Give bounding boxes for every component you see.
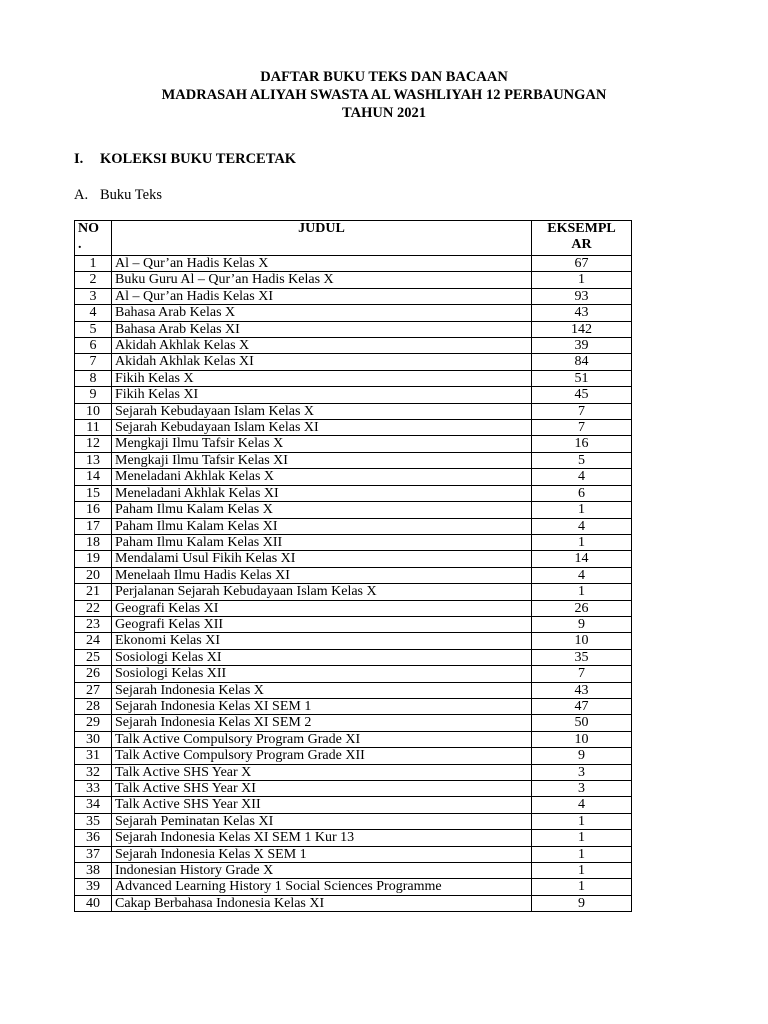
row-title: Talk Active Compulsory Program Grade XI [112,731,532,747]
row-title: Menelaah Ilmu Hadis Kelas XI [112,567,532,583]
table-row [75,567,632,583]
row-number: 13 [75,452,112,468]
row-number: 28 [75,698,112,714]
table-row [75,846,632,862]
row-number: 17 [75,518,112,534]
row-title: Sejarah Indonesia Kelas XI SEM 1 Kur 13 [112,830,532,846]
row-count: 43 [532,305,632,321]
row-title: Sejarah Indonesia Kelas XI SEM 2 [112,715,532,731]
row-count: 4 [532,518,632,534]
row-count: 9 [532,748,632,764]
title-line-2: MADRASAH ALIYAH SWASTA AL WASHLIYAH 12 PERBAUNGAN [161,87,607,103]
table-row [75,698,632,714]
row-number: 29 [75,715,112,731]
row-count: 1 [532,584,632,600]
row-title: Akidah Akhlak Kelas X [112,338,532,354]
table-row [75,715,632,731]
row-title: Cakap Berbahasa Indonesia Kelas XI [112,895,532,911]
row-title: Mengkaji Ilmu Tafsir Kelas XI [112,452,532,468]
row-number: 12 [75,436,112,452]
row-number: 2 [75,272,112,288]
table-row [75,403,632,419]
row-number: 8 [75,370,112,386]
row-number: 5 [75,321,112,337]
subsection-heading [74,187,162,204]
row-count: 50 [532,715,632,731]
row-count: 1 [532,879,632,895]
row-number: 38 [75,863,112,879]
row-title: Sejarah Kebudayaan Islam Kelas X [112,403,532,419]
table-row [75,633,632,649]
header-count [532,221,632,256]
table-row [75,469,632,485]
table-row [75,272,632,288]
row-number: 3 [75,288,112,304]
row-title: Indonesian History Grade X [112,863,532,879]
row-count: 9 [532,616,632,632]
table-row [75,452,632,468]
row-count: 67 [532,256,632,272]
row-count: 7 [532,420,632,436]
table-row [75,502,632,518]
subsection-title: Buku Teks [100,187,162,203]
row-count: 4 [532,469,632,485]
row-count: 84 [532,354,632,370]
row-number: 6 [75,338,112,354]
table-header-row [75,221,632,256]
row-title: Talk Active SHS Year X [112,764,532,780]
table-row [75,797,632,813]
header-title: JUDUL [112,221,532,256]
row-count: 1 [532,813,632,829]
row-count: 1 [532,534,632,550]
table-row [75,370,632,386]
row-count: 45 [532,387,632,403]
row-title: Fikih Kelas XI [112,387,532,403]
subsection-number: A. [74,187,89,203]
book-table [74,220,632,912]
table-body [75,256,632,912]
row-count: 1 [532,830,632,846]
row-count: 7 [532,666,632,682]
row-number: 1 [75,256,112,272]
title-line-1: DAFTAR BUKU TEKS DAN BACAAN [260,69,508,85]
row-title: Sosiologi Kelas XII [112,666,532,682]
row-number: 25 [75,649,112,665]
row-count: 3 [532,764,632,780]
row-title: Sejarah Kebudayaan Islam Kelas XI [112,420,532,436]
row-title: Geografi Kelas XI [112,600,532,616]
row-count: 93 [532,288,632,304]
row-number: 34 [75,797,112,813]
row-title: Paham Ilmu Kalam Kelas XII [112,534,532,550]
row-number: 31 [75,748,112,764]
table-row [75,731,632,747]
row-count: 47 [532,698,632,714]
row-title: Ekonomi Kelas XI [112,633,532,649]
table-row [75,518,632,534]
header-no [75,221,112,256]
table-row [75,863,632,879]
row-title: Sosiologi Kelas XI [112,649,532,665]
header-no-line-2: . [78,237,82,252]
table-row [75,879,632,895]
row-title: Buku Guru Al – Qur’an Hadis Kelas X [112,272,532,288]
row-title: Mendalami Usul Fikih Kelas XI [112,551,532,567]
row-number: 18 [75,534,112,550]
row-count: 10 [532,633,632,649]
row-count: 3 [532,781,632,797]
table-row [75,616,632,632]
table-row [75,256,632,272]
table-row [75,321,632,337]
table-row [75,600,632,616]
row-number: 20 [75,567,112,583]
row-number: 21 [75,584,112,600]
title-line-3: TAHUN 2021 [342,105,426,121]
row-title: Talk Active SHS Year XI [112,781,532,797]
header-count-line-1: EKSEMPL [547,221,616,236]
document-title [0,68,768,122]
row-title: Akidah Akhlak Kelas XI [112,354,532,370]
row-count: 16 [532,436,632,452]
table-row [75,682,632,698]
row-title: Sejarah Indonesia Kelas X [112,682,532,698]
table-row [75,551,632,567]
row-title: Al – Qur’an Hadis Kelas XI [112,288,532,304]
row-number: 19 [75,551,112,567]
row-number: 32 [75,764,112,780]
table-row [75,534,632,550]
row-number: 40 [75,895,112,911]
row-number: 15 [75,485,112,501]
row-count: 7 [532,403,632,419]
row-title: Fikih Kelas X [112,370,532,386]
table-row [75,748,632,764]
row-count: 14 [532,551,632,567]
row-count: 43 [532,682,632,698]
row-title: Meneladani Akhlak Kelas XI [112,485,532,501]
section-title: KOLEKSI BUKU TERCETAK [100,151,297,167]
row-title: Talk Active SHS Year XII [112,797,532,813]
header-no-line-1: NO [78,221,99,236]
row-title: Mengkaji Ilmu Tafsir Kelas X [112,436,532,452]
table-row [75,354,632,370]
row-count: 4 [532,567,632,583]
row-number: 39 [75,879,112,895]
row-number: 11 [75,420,112,436]
row-number: 27 [75,682,112,698]
table-row [75,305,632,321]
row-number: 14 [75,469,112,485]
table-row [75,781,632,797]
table-row [75,830,632,846]
table-row [75,584,632,600]
row-count: 4 [532,797,632,813]
table-row [75,338,632,354]
row-count: 26 [532,600,632,616]
row-count: 1 [532,863,632,879]
row-title: Advanced Learning History 1 Social Sciences Programme [112,879,532,895]
table-row [75,895,632,911]
section-heading [74,151,296,168]
table-row [75,288,632,304]
row-number: 24 [75,633,112,649]
row-number: 33 [75,781,112,797]
table-row [75,436,632,452]
row-number: 7 [75,354,112,370]
row-number: 36 [75,830,112,846]
row-title: Sejarah Indonesia Kelas X SEM 1 [112,846,532,862]
row-number: 37 [75,846,112,862]
table-row [75,764,632,780]
row-number: 30 [75,731,112,747]
row-title: Paham Ilmu Kalam Kelas XI [112,518,532,534]
table-row [75,485,632,501]
row-count: 9 [532,895,632,911]
row-title: Bahasa Arab Kelas XI [112,321,532,337]
header-count-line-2: AR [571,237,592,252]
row-count: 6 [532,485,632,501]
row-title: Sejarah Indonesia Kelas XI SEM 1 [112,698,532,714]
row-count: 1 [532,846,632,862]
row-count: 10 [532,731,632,747]
row-count: 39 [532,338,632,354]
row-number: 9 [75,387,112,403]
row-number: 35 [75,813,112,829]
row-count: 1 [532,502,632,518]
row-number: 23 [75,616,112,632]
table-row [75,420,632,436]
section-number: I. [74,151,84,167]
row-count: 35 [532,649,632,665]
table-row [75,387,632,403]
row-title: Bahasa Arab Kelas X [112,305,532,321]
table-row [75,649,632,665]
row-count: 51 [532,370,632,386]
row-count: 142 [532,321,632,337]
table-row [75,813,632,829]
row-title: Sejarah Peminatan Kelas XI [112,813,532,829]
row-count: 5 [532,452,632,468]
row-number: 26 [75,666,112,682]
table-row [75,666,632,682]
row-title: Talk Active Compulsory Program Grade XII [112,748,532,764]
row-title: Perjalanan Sejarah Kebudayaan Islam Kelas X [112,584,532,600]
row-number: 10 [75,403,112,419]
row-title: Al – Qur’an Hadis Kelas X [112,256,532,272]
row-number: 22 [75,600,112,616]
row-number: 16 [75,502,112,518]
row-title: Meneladani Akhlak Kelas X [112,469,532,485]
row-title: Geografi Kelas XII [112,616,532,632]
row-title: Paham Ilmu Kalam Kelas X [112,502,532,518]
row-number: 4 [75,305,112,321]
row-count: 1 [532,272,632,288]
